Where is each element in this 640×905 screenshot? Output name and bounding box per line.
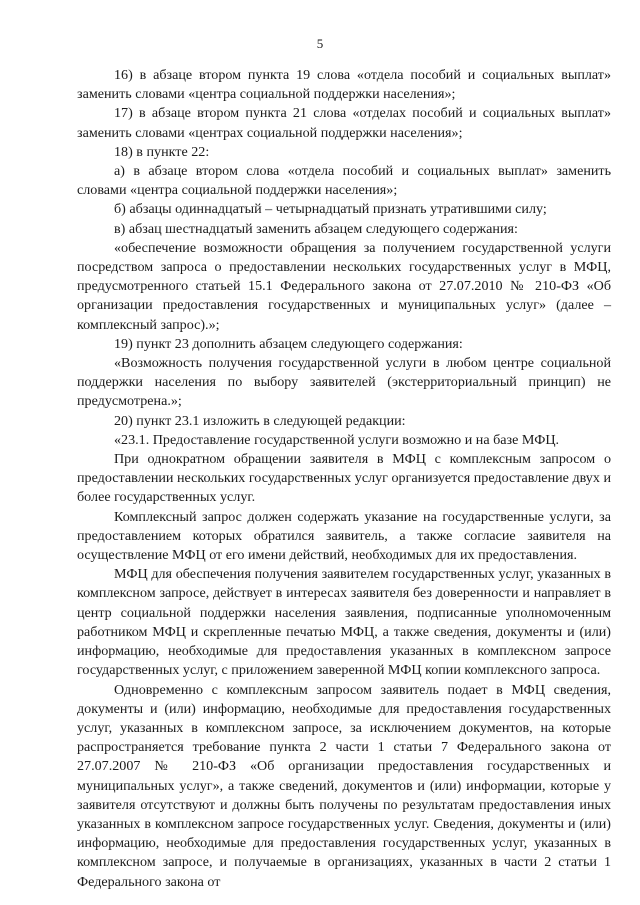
paragraph-item-17: 17) в абзаце втором пункта 21 слова «отделах пособий и социальных выплат» заменить словами «центрах социальной поддержки населения»; <box>77 105 611 141</box>
document-body <box>77 66 611 892</box>
paragraph-clause-23-1: «23.1. Предоставление государственной услуги возможно и на базе МФЦ. <box>114 431 560 448</box>
paragraph-subitem-a: а) в абзаце втором слова «отдела пособий и социальных выплат» заменить словами «центра социальной поддержки населения»; <box>77 163 611 199</box>
paragraph-subitem-b: б) абзацы одиннадцатый – четырнадцатый признать утратившими силу; <box>114 201 547 218</box>
paragraph-mfc-actions: МФЦ для обеспечения получения заявителем государственных услуг, указанных в комплексном запросе, действует в интересах заявителя без доверенности и направляет в центр социальной поддержки населения заявления, подписанные уполномоченным работником МФЦ и скрепленные печатью МФЦ, а также сведения, документы и (или) информацию, необходимые для предоставления указанных в комплексном запросе государственных услуг, с приложением заверенной МФЦ копии комплексного запроса. <box>77 566 611 679</box>
paragraph-single-request: При однократном обращении заявителя в МФЦ с комплексным запросом о предоставлении нескольких государственных услуг организуется предоставление двух и более государственных услуг. <box>77 451 611 506</box>
paragraph-item-18: 18) в пункте 22: <box>114 143 210 160</box>
paragraph-item-16: 16) в абзаце втором пункта 19 слова «отдела пособий и социальных выплат» заменить словами «центра социальной поддержки населения»; <box>77 67 611 103</box>
paragraph-item-20: 20) пункт 23.1 изложить в следующей редакции: <box>114 412 406 429</box>
paragraph-complex-request-content: Комплексный запрос должен содержать указание на государственные услуги, за предоставлением которых обратился заявитель, а также согласие заявителя на осуществление МФЦ от его имени действий, необходимых для их предоставления. <box>77 508 611 564</box>
paragraph-quote-extraterritorial: «Возможность получения государственной услуги в любом центре социальной поддержки населения по выбору заявителей (экстерриториальный принцип) не предусмотрена.»; <box>77 355 611 410</box>
page-number: 5 <box>316 36 324 51</box>
paragraph-documents-submission: Одновременно с комплексным запросом заявитель подает в МФЦ сведения, документы и (или) информацию, необходимые для предоставления государственных услуг, указанных в комплексном запросе, за исключением документов, на которые распространяется требование пункта 2 части 1 статьи 7 Федерального закона от 27.07.2007 № 210-ФЗ «Об организации предоставления государственных и муниципальных услуг», а также сведений, документов и (или) информации, которые у заявителя отсутствуют и должны быть получены по результатам предоставления иных указанных в комплексном запросе государственных услуг. Сведения, документы и (или) информацию, необходимые для предоставления государственных услуг, указанных в комплексном запросе, и получаемые в организациях, указанных в части 2 статьи 1 Федерального закона от <box>77 681 611 890</box>
paragraph-item-19: 19) пункт 23 дополнить абзацем следующего содержания: <box>114 335 463 352</box>
paragraph-quote-complex-request: «обеспечение возможности обращения за получением государственной услуги посредством запроса о предоставлении нескольких государственных услуг в МФЦ, предусмотренного статьей 15.1 Федерального закона от 27.07.2010 № 210-ФЗ «Об организации предоставления государственных и муниципальных услуг» (далее – комплексный запрос).»; <box>77 239 611 333</box>
paragraph-subitem-v: в) абзац шестнадцатый заменить абзацем следующего содержания: <box>114 220 518 237</box>
